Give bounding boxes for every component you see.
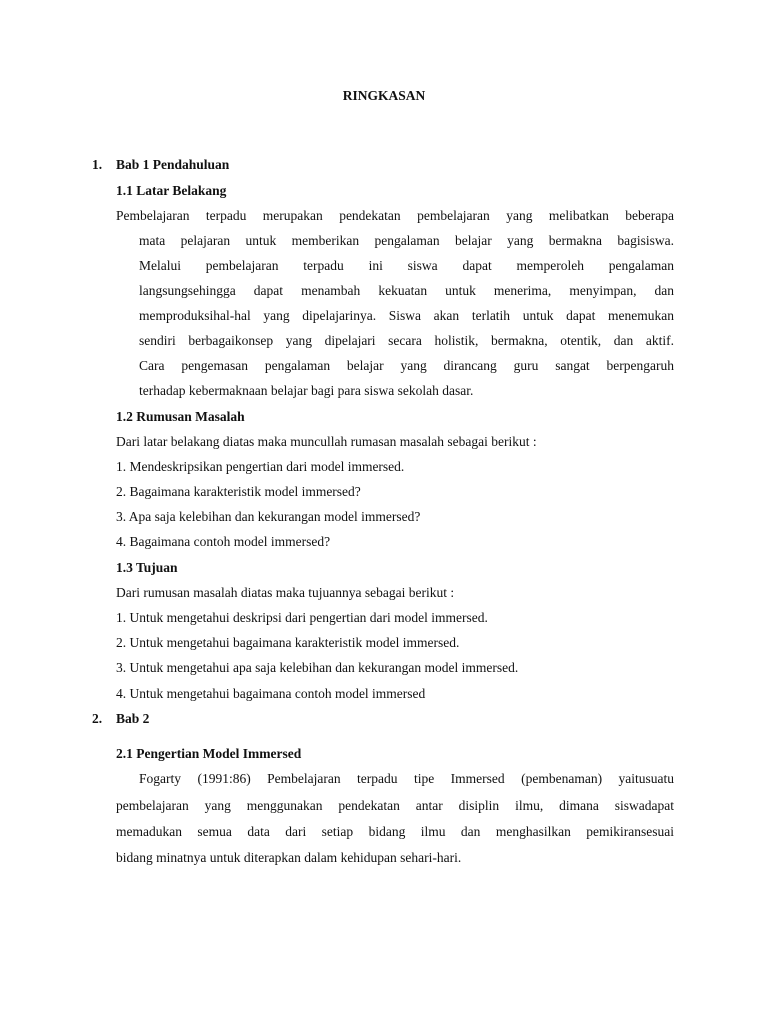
chapter-1-number: 1. (92, 157, 103, 172)
paragraph-line: mata pelajaran untuk memberikan pengalaman belajar yang bermakna bagisiswa. (139, 233, 674, 248)
section-1-1-heading: 1.1 Latar Belakang (116, 183, 227, 198)
paragraph-line: Cara pengemasan pengalaman belajar yang dirancang guru sangat berpengaruh (139, 358, 674, 373)
paragraph-line: Fogarty (1991:86) Pembelajaran terpadu tipe Immersed (pembenaman) yaitusuatu (139, 771, 674, 786)
chapter-2-heading: Bab 2 (116, 711, 150, 726)
paragraph-line: Melalui pembelajaran terpadu ini siswa dapat memperoleh pengalaman (139, 258, 674, 273)
paragraph-line: sendiri berbagaikonsep yang dipelajari secara holistik, bermakna, otentik, dan aktif. (139, 333, 674, 348)
section-1-2-heading: 1.2 Rumusan Masalah (116, 409, 245, 424)
section-1-2-intro: Dari latar belakang diatas maka muncullah rumasan masalah sebagai berikut : (116, 434, 537, 449)
list-item: 1. Mendeskripsikan pengertian dari model immersed. (116, 459, 405, 474)
paragraph-line: bidang minatnya untuk diterapkan dalam kehidupan sehari-hari. (116, 850, 462, 865)
chapter-1-heading: Bab 1 Pendahuluan (116, 157, 230, 172)
paragraph-line: Pembelajaran terpadu merupakan pendekatan pembelajaran yang melibatkan beberapa (116, 208, 674, 223)
list-item: 1. Untuk mengetahui deskripsi dari pengertian dari model immersed. (116, 610, 488, 625)
list-item: 2. Bagaimana karakteristik model immersed? (116, 484, 361, 499)
list-item: 3. Untuk mengetahui apa saja kelebihan dan kekurangan model immersed. (116, 660, 519, 675)
list-item: 3. Apa saja kelebihan dan kekurangan model immersed? (116, 509, 421, 524)
section-1-3-intro: Dari rumusan masalah diatas maka tujuannya sebagai berikut : (116, 585, 455, 600)
paragraph-line: memadukan semua data dari setiap bidang ilmu dan menghasilkan pemikiransesuai (116, 824, 674, 839)
paragraph-line: pembelajaran yang menggunakan pendekatan antar disiplin ilmu, dimana siswadapat (116, 798, 674, 813)
paragraph-line: memproduksihal-hal yang dipelajarinya. Siswa akan terlatih untuk dapat menemukan (139, 308, 674, 323)
paragraph-line: terhadap kebermaknaan belajar bagi para siswa sekolah dasar. (139, 383, 474, 398)
list-item: 4. Bagaimana contoh model immersed? (116, 534, 331, 549)
section-1-3-heading: 1.3 Tujuan (116, 560, 178, 575)
chapter-2-number: 2. (92, 711, 103, 726)
document-title: RINGKASAN (342, 88, 426, 103)
section-2-1-heading: 2.1 Pengertian Model Immersed (116, 746, 302, 761)
list-item: 4. Untuk mengetahui bagaimana contoh model immersed (116, 686, 426, 701)
paragraph-line: langsungsehingga dapat menambah kekuatan untuk menerima, menyimpan, dan (139, 283, 674, 298)
list-item: 2. Untuk mengetahui bagaimana karakteristik model immersed. (116, 635, 460, 650)
